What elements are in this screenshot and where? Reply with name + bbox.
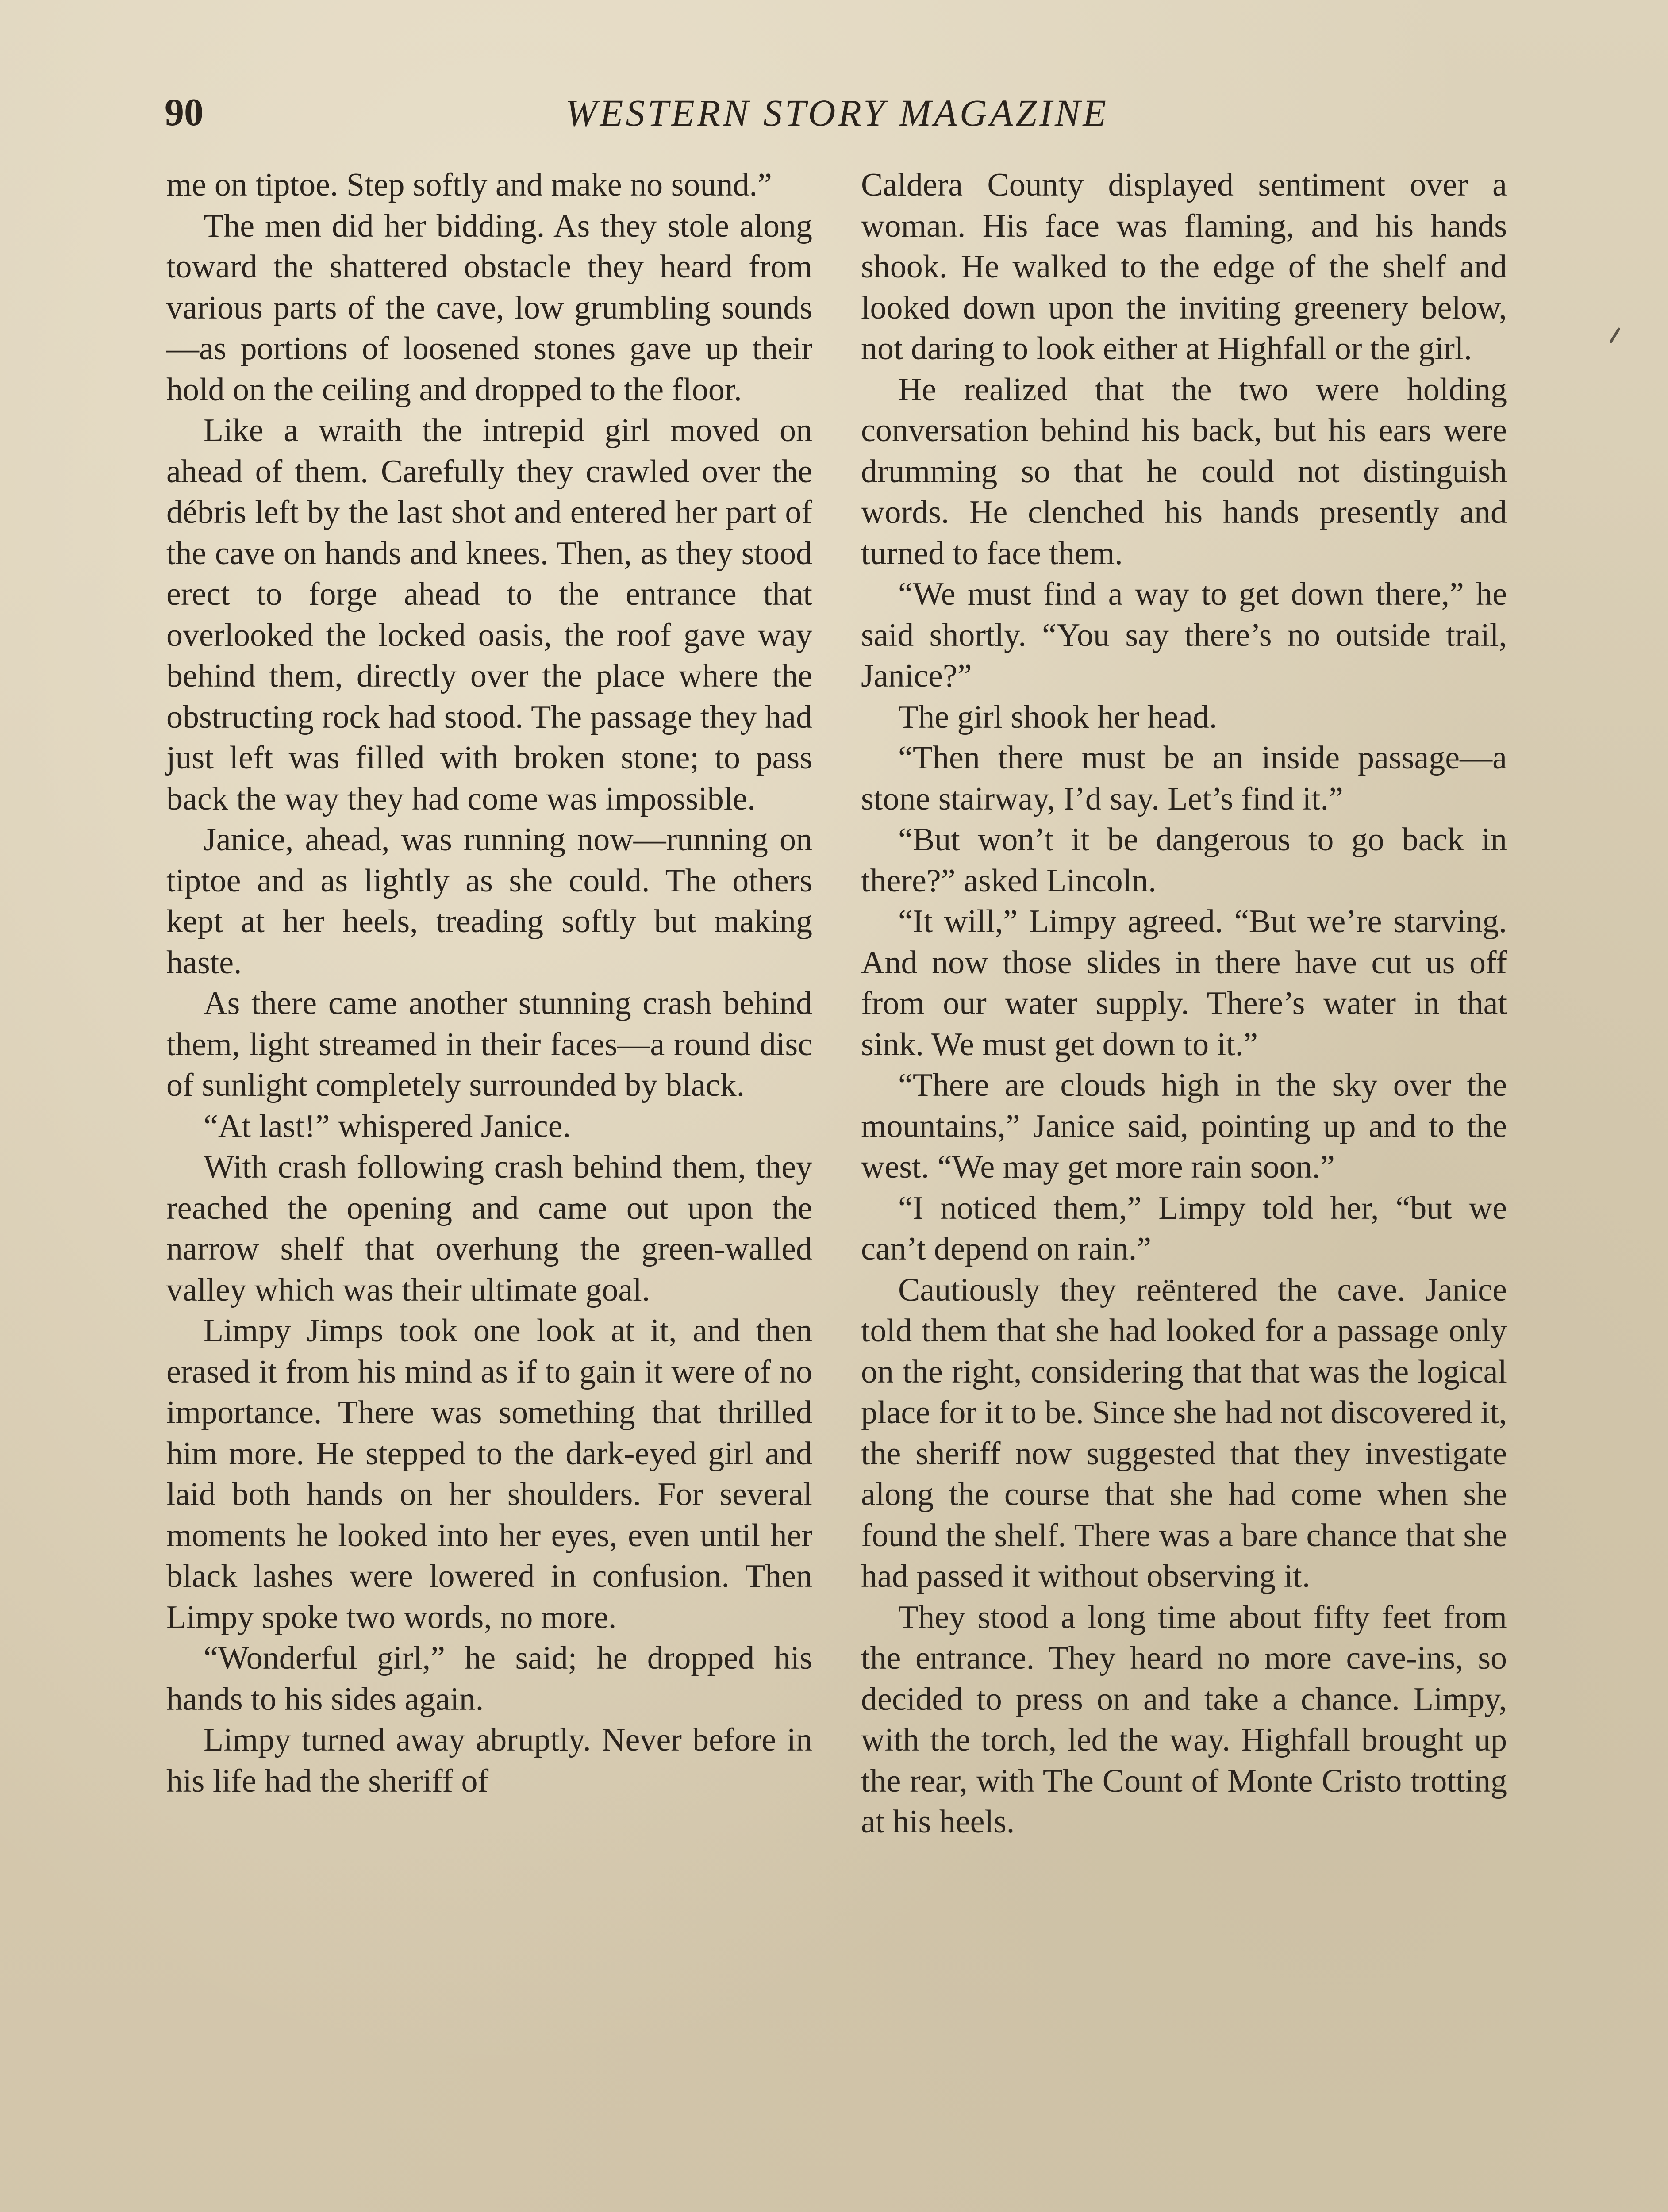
page-number: 90 <box>165 91 204 134</box>
paragraph: He realized that the two were holding conversation behind his back, but his ears were drumming so that he could not distinguish words. He clenched his hands presently and turned to face them. <box>861 371 1507 572</box>
running-title: WESTERN STORY MAGAZINE <box>565 92 1109 134</box>
paragraph: Like a wraith the intrepid girl moved on ahead of them. Carefully they crawled over the débris left by the last shot and entered her part of the cave on hands and knees. Then, as they stood erect to forge ahead to the entrance that overlooked the locked oasis, the roof gave way behind them, directly over the place where the obstructing rock had stood. The passage they had just left was filled with broken stone; to pass back the way they had come was impossible. <box>166 412 812 817</box>
paragraph: “I noticed them,” Limpy told her, “but we can’t depend on rain.” <box>861 1190 1507 1267</box>
paragraph: They stood a long time about fifty feet from the entrance. They heard no more cave-ins, so decided to press on and take a chance. Limpy, with the torch, led the way. Highfall brought up the rear, with The Count of Monte Cristo trotting at his heels. <box>861 1599 1507 1840</box>
page-header <box>165 88 1510 137</box>
paragraph: “Wonderful girl,” he said; he dropped his hands to his sides again. <box>166 1640 812 1717</box>
pencil-mark <box>1609 327 1621 343</box>
paragraph: The girl shook her head. <box>898 699 1218 735</box>
text-column-left <box>166 165 812 2212</box>
paragraph: Cautiously they reëntered the cave. Janice told them that she had looked for a passage only on the right, considering that that was the logical place for it to be. Since she had not discovered it, the sheriff now suggested that they investigate along the course that she had come when she found the shelf. There was a bare chance that she had passed it without observing it. <box>861 1271 1507 1594</box>
paragraph: The men did her bidding. As they stole along toward the shattered obstacle they heard from various parts of the cave, low grumbling sounds—as portions of loosened stones gave up their hold on the ceiling and dropped to the floor. <box>166 207 812 408</box>
paragraph: “At last!” whispered Janice. <box>204 1108 571 1144</box>
paragraph: Limpy turned away abruptly. Never before in his life had the sheriff of <box>166 1722 812 1799</box>
text-column-right <box>861 165 1507 2212</box>
paragraph: “It will,” Limpy agreed. “But we’re starving. And now those slides in there have cut us off from our water supply. There’s water in that sink. We must get down to it.” <box>861 903 1507 1063</box>
paragraph: With crash following crash behind them, they reached the opening and came out upon the narrow shelf that overhung the green-walled valley which was their ultimate goal. <box>166 1149 812 1308</box>
paragraph: “But won’t it be dangerous to go back in there?” asked Lincoln. <box>861 822 1507 899</box>
paragraph: “Then there must be an inside passage—a stone stairway, I’d say. Let’s find it.” <box>861 740 1507 817</box>
paragraph: Limpy Jimps took one look at it, and then erased it from his mind as if to gain it were of no importance. There was something that thrilled him more. He stepped to the dark-eyed girl and laid both hands on her shoulders. For several moments he looked into her eyes, even until her black lashes were lowered in confusion. Then Limpy spoke two words, no more. <box>166 1313 812 1636</box>
paragraph: me on tiptoe. Step softly and make no sound.” <box>166 167 772 203</box>
paragraph: Caldera County displayed sentiment over a woman. His face was flaming, and his hands shook. He walked to the edge of the shelf and looked down upon the inviting greenery below, not daring to look either at Highfall or the girl. <box>861 167 1507 367</box>
paragraph: “There are clouds high in the sky over the mountains,” Janice said, pointing up and to the west. “We may get more rain soon.” <box>861 1067 1507 1185</box>
paragraph: As there came another stunning crash behind them, light streamed in their faces—a round disc of sunlight completely surrounded by black. <box>166 985 812 1103</box>
paragraph: “We must find a way to get down there,” he said shortly. “You say there’s no outside trail, Janice?” <box>861 576 1507 694</box>
paragraph: Janice, ahead, was running now—running on tiptoe and as lightly as she could. The others kept at her heels, treading softly but making haste. <box>166 822 812 981</box>
